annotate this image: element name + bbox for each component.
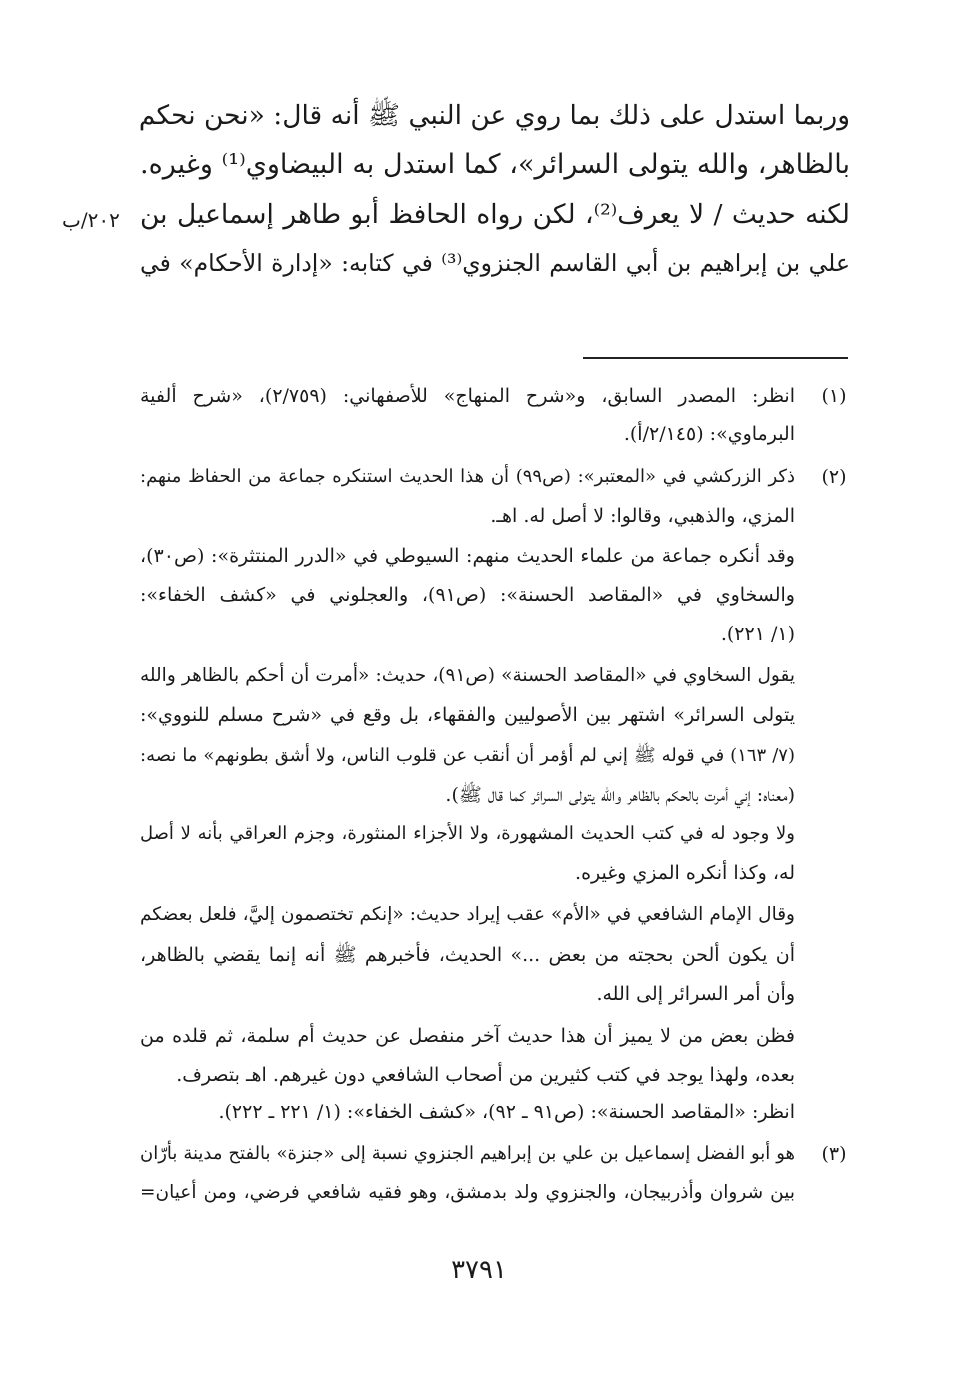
footnote-2-line: المزي، والذهبي، وقالوا: لا أصل له. اهـ.: [490, 505, 795, 527]
footnote-2-line: ولا وجود له في كتب الحديث المشهورة، ولا الأجزاء المنثورة، وجزم العراقي بأنه لا أصل: [140, 823, 795, 844]
main-text-line-2: بالظاهر، والله يتولى السرائر»، كما استدل به البيضاوي⁽¹⁾ وغيره.: [140, 149, 850, 180]
footnote-2-line: ذكر الزركشي في «المعتبر»: (ص٩٩) أن هذا الحديث استنكره جماعة من الحفاظ منهم:: [140, 466, 796, 487]
footnote-1-line: البرماوي»: (٢/١٤٥/أ).: [623, 423, 795, 445]
footnote-2-line: بعده، ولهذا يوجد في كتب كثيرين من أصحاب الشافعي دون غيرهم. اهـ بتصرف.: [176, 1064, 795, 1086]
footnote-number-1: (١): [821, 385, 847, 407]
footnote-2-line: وقال الإمام الشافعي في «الأم» عقب إيراد حديث: «إنكم تختصمون إليَّ، فلعل بعضكم: [140, 904, 795, 925]
footnote-2-line: له، وكذا أنكره المزي وغيره.: [575, 862, 795, 884]
main-text-line-1: وربما استدل على ذلك بما روي عن النبي ﷺ أنه قال: «نحن نحكم: [138, 100, 850, 131]
footnote-number-3: (٣): [821, 1143, 847, 1165]
footnote-1-line: انظر: المصدر السابق، و«شرح المنهاج» للأصفهاني: (٢/٧٥٩)، «شرح ألفية: [140, 385, 795, 407]
footnote-3-line: بين شروان وأذربيجان، والجنزوي ولد بدمشق، وهو فقيه شافعي فرضي، ومن أعيان=: [140, 1182, 795, 1203]
folio-margin-note: ٢٠٢/ب: [62, 208, 120, 232]
footnote-2-line: (١/ ٢٢١).: [720, 623, 795, 645]
main-text-line-3: لكنه حديث / لا يعرف⁽²⁾، لكن رواه الحافظ أبو طاهر إسماعيل بن: [140, 199, 850, 230]
footnote-3-line: هو أبو الفضل إسماعيل بن علي بن إبراهيم الجنزوي نسبة إلى «جنزة» بالفتح مدينة بأرّان: [140, 1143, 795, 1164]
page-number: ٣٧٩١: [451, 1255, 507, 1285]
main-text-line-4: علي بن إبراهيم بن أبي القاسم الجنزوي⁽³⁾ في كتابه: «إدارة الأحكام» في: [140, 249, 850, 277]
footnote-2-line: وقد أنكره جماعة من علماء الحديث منهم: السيوطي في «الدرر المنتثرة»: (ص٣٠)،: [140, 545, 795, 567]
footnote-2-line: والسخاوي في «المقاصد الحسنة»: (ص٩١)، والعجلوني في «كشف الخفاء»:: [140, 584, 795, 606]
footnote-2-line: يقول السخاوي في «المقاصد الحسنة» (ص٩١)، حديث: «أمرت أن أحكم بالظاهر والله: [140, 665, 795, 686]
footnote-2-line: أن يكون ألحن بحجته من بعض ...» الحديث، فأخبرهم ﷺ أنه إنما يقضي بالظاهر،: [140, 944, 795, 966]
footnote-2-line: يتولى السرائر» اشتهر بين الأصوليين والفقهاء، بل وقع في «شرح مسلم للنووي»:: [140, 704, 795, 726]
footnote-2-line: (٧/ ١٦٣) في قوله ﷺ إني لم أؤمر أن أنقب عن قلوب الناس، ولا أشق بطونهم» ما نصه:: [140, 745, 795, 766]
footnote-2-line: انظر: «المقاصد الحسنة»: (ص٩١ ـ ٩٢)، «كشف الخفاء»: (١/ ٢٢١ ـ ٢٢٢).: [218, 1101, 795, 1123]
footnote-2-line: فظن بعض من لا يميز أن هذا حديث آخر منفصل عن حديث أم سلمة، ثم قلده من: [140, 1025, 795, 1047]
footnote-divider: [583, 357, 848, 359]
footnote-number-2: (٢): [821, 466, 847, 488]
footnote-2-line: وأن أمر السرائر إلى الله.: [596, 983, 795, 1005]
footnote-2-line: (معناه: إني أمرت بالحكم بالظاهر والله يتولى السرائر كما قال ﷺ).: [445, 784, 795, 806]
